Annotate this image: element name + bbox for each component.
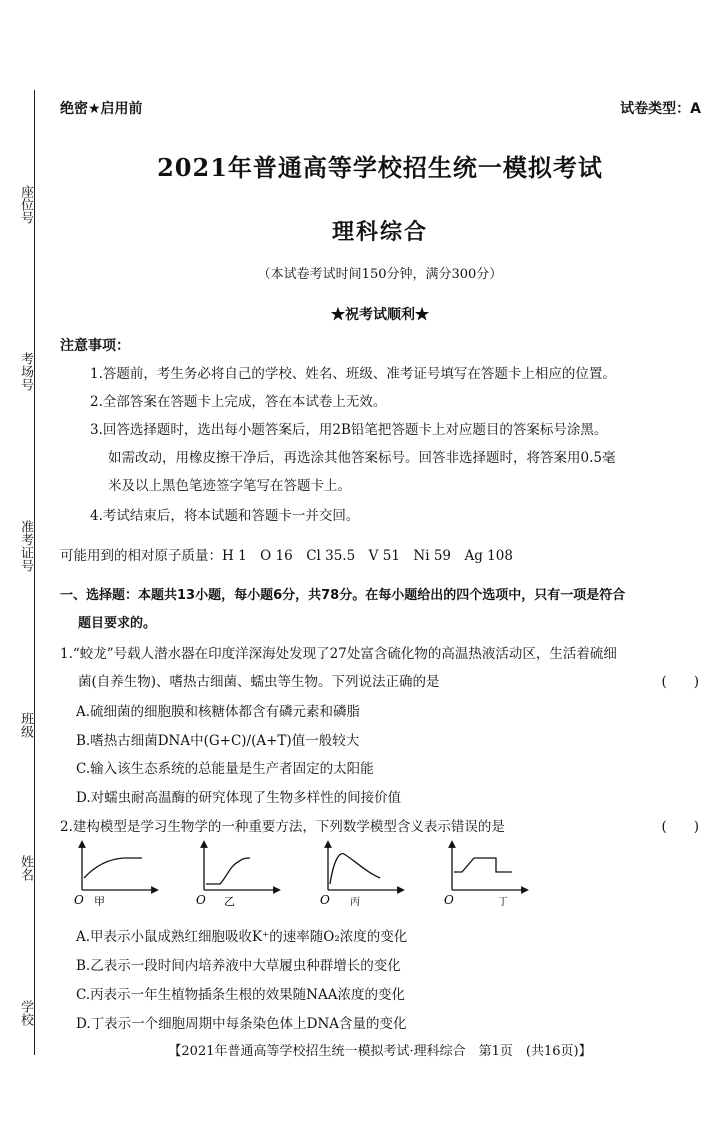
graph-bing-curve — [330, 854, 380, 884]
q1-option-d: D.对蠕虫耐高温酶的研究体现了生物多样性的间接价值 — [76, 790, 402, 806]
note-item: 米及以上黑色笔迹签字笔写在答题卡上。 — [108, 478, 351, 494]
graph-yi — [196, 844, 277, 908]
admission-number-label: 准考证号 — [18, 520, 33, 572]
section-heading-line2: 题目要求的。 — [78, 616, 157, 631]
q2-model-graphs — [70, 838, 530, 913]
name-label: 姓名 — [18, 855, 33, 881]
paper-type: 试卷类型：A — [620, 101, 701, 117]
subject-title: 理科综合 — [331, 219, 428, 245]
q1-option-a: A.硫细菌的细胞膜和核糖体都含有磷元素和磷脂 — [76, 704, 361, 720]
note-item: 3.回答选择题时，选出每小题答案后，用2B铅笔把答题卡上对应题目的答案标号涂黑。 — [90, 422, 608, 438]
q2-option-b: B.乙表示一段时间内培养液中大草履虫种群增长的变化 — [76, 958, 401, 974]
graph-ding — [444, 844, 525, 908]
graph-jia-curve — [84, 858, 142, 878]
note-item: 4.考试结束后，将本试题和答题卡一并交回。 — [90, 508, 360, 524]
exam-room-label: 考场号 — [18, 352, 33, 391]
q2-option-c: C.丙表示一年生植物插条生根的效果随NAA浓度的变化 — [76, 987, 405, 1003]
atomic-masses: 可能用到的相对原子质量：H 1 O 16 Cl 35.5 V 51 Ni 59 Ag 108 — [60, 548, 513, 564]
graph-yi-label: 乙 — [224, 895, 235, 908]
graph-jia-label: 甲 — [94, 895, 105, 908]
graph-bing-origin: O — [320, 893, 330, 907]
q2-answer-paren: ( ) — [661, 819, 699, 835]
note-item: 如需改动，用橡皮擦干净后，再选涂其他答案标号。回答非选择题时，将答案用0.5毫 — [108, 450, 616, 466]
graph-yi-origin: O — [196, 893, 206, 907]
graph-ding-curve — [454, 858, 512, 872]
graph-jia-origin: O — [74, 893, 84, 907]
q1-stem-line1: 1.“蛟龙”号载人潜水器在印度洋深海处发现了27处富含硫化物的高温热液活动区，生活着硫细 — [60, 646, 617, 662]
exam-title: 2021年普通高等学校招生统一模拟考试 — [157, 153, 603, 182]
confidential-mark: 绝密★启用前 — [60, 101, 143, 117]
class-label: 班级 — [18, 712, 33, 738]
page-footer: 【2021年普通高等学校招生统一模拟考试·理科综合 第1页 (共16页)】 — [168, 1044, 592, 1059]
graph-ding-label: 丁 — [498, 897, 508, 908]
q2-stem: 2.建构模型是学习生物学的一种重要方法，下列数学模型含义表示错误的是 — [60, 819, 505, 835]
graph-ding-origin: O — [444, 893, 454, 907]
graph-bing — [320, 844, 401, 908]
notes-heading: 注意事项： — [60, 338, 130, 354]
q2-option-d: D.丁表示一个细胞周期中每条染色体上DNA含量的变化 — [76, 1016, 407, 1032]
section-heading-line1: 一、选择题：本题共13小题，每小题6分，共78分。在每小题给出的四个选项中，只有一项是符合 — [60, 588, 626, 603]
good-luck-line: ★祝考试顺利★ — [331, 307, 429, 323]
time-note: （本试卷考试时间150分钟，满分300分） — [257, 267, 503, 282]
q1-stem-line2: 菌(自养生物)、嗜热古细菌、蠕虫等生物。下列说法正确的是 — [78, 674, 440, 690]
graph-yi-curve — [206, 858, 250, 884]
graph-jia — [74, 844, 155, 908]
seat-number-label: 座位号 — [18, 185, 33, 224]
school-label: 学校 — [18, 1000, 33, 1026]
graph-bing-label: 丙 — [350, 897, 360, 908]
q1-option-c: C.输入该生态系统的总能量是生产者固定的太阳能 — [76, 761, 374, 777]
q1-option-b: B.嗜热古细菌DNA中(G+C)/(A+T)值一般较大 — [76, 733, 360, 749]
q2-option-a: A.甲表示小鼠成熟红细胞吸收K⁺的速率随O₂浓度的变化 — [76, 929, 408, 945]
note-item: 2.全部答案在答题卡上完成，答在本试卷上无效。 — [90, 394, 387, 410]
note-item: 1.答题前，考生务必将自己的学校、姓名、班级、准考证号填写在答题卡上相应的位置。 — [90, 366, 616, 382]
q1-answer-paren: ( ) — [661, 674, 699, 690]
